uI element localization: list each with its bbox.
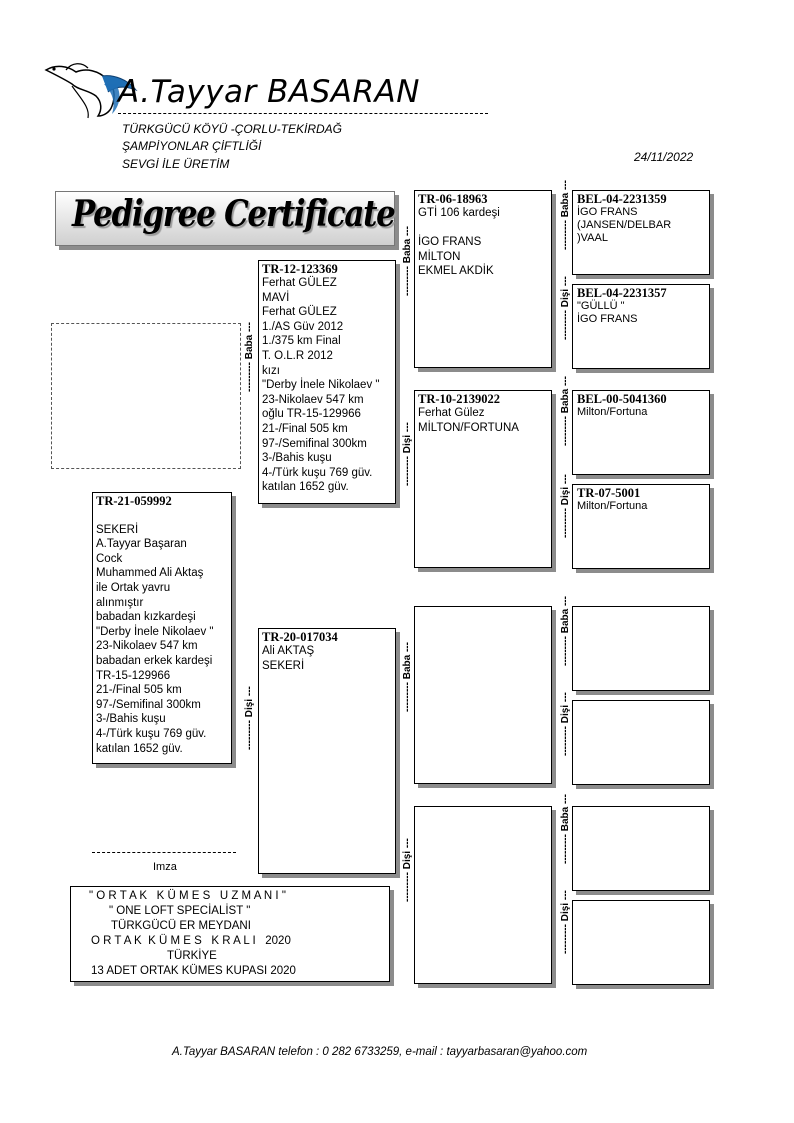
dam-label: --------- Dişi --- xyxy=(402,422,413,486)
grandparent-box-2 xyxy=(414,390,552,568)
signature-line xyxy=(92,852,236,853)
pedigree-line: kızı xyxy=(262,364,280,377)
pedigree-line: babadan erkek kardeşi xyxy=(96,654,213,667)
pedigree-line: 97-/Semifinal 300km xyxy=(96,698,201,711)
specialist-line-3: TÜRKGÜCÜ ER MEYDANI xyxy=(111,920,251,932)
sire-label: --------- Baba --- xyxy=(560,596,571,666)
sire-ring-id: TR-12-123369 xyxy=(262,262,338,276)
dam-label: --------- Dişi --- xyxy=(560,890,571,954)
ring-id: TR-07-5001 xyxy=(577,486,641,500)
pedigree-line: Ferhat Gülez xyxy=(418,407,485,419)
certificate-date: 24/11/2022 xyxy=(634,150,694,164)
breeder-title: A.Tayyar BASARAN xyxy=(118,74,420,110)
subject-ring-id: TR-21-059992 xyxy=(96,494,172,508)
pedigree-line: 4-/Türk kuşu 769 güv. xyxy=(262,466,373,479)
grandparent-box-1 xyxy=(414,190,552,368)
pedigree-line: 97-/Semifinal 300km xyxy=(262,437,367,450)
photo-placeholder xyxy=(51,323,241,469)
pedigree-line: (JANSEN/DELBAR xyxy=(577,219,672,231)
pedigree-line: oğlu TR-15-129966 xyxy=(262,408,361,421)
banner-title: Pedigree Certificate xyxy=(72,193,395,235)
pedigree-line: Ali AKTAŞ xyxy=(262,645,315,657)
dam-label: --------- Dişi --- xyxy=(244,686,255,750)
specialist-line-6: 13 ADET ORTAK KÜMES KUPASI 2020 xyxy=(91,965,296,977)
pedigree-line: Milton/Fortuna xyxy=(577,500,648,512)
great-grandparent-box-7 xyxy=(572,806,710,891)
pedigree-line: İGO FRANS xyxy=(577,313,638,325)
sire-label: --------- Baba --- xyxy=(402,642,413,712)
specialist-line-2: " ONE LOFT SPECİALİST " xyxy=(109,905,251,917)
ring-id: BEL-00-5041360 xyxy=(577,392,667,406)
pedigree-line: 21-/Final 505 km xyxy=(262,422,348,435)
pedigree-line xyxy=(96,508,228,523)
sire-label: --------- Baba --- xyxy=(402,226,413,296)
great-grandparent-box-3 xyxy=(572,390,710,475)
great-grandparent-box-1 xyxy=(572,190,710,275)
pedigree-line: 1./375 km Final xyxy=(262,335,341,348)
pedigree-line: ile Ortak yavru xyxy=(96,581,171,594)
specialist-line-5: TÜRKİYE xyxy=(167,950,217,962)
pedigree-line: 3-/Bahis kuşu xyxy=(262,452,332,465)
pedigree-line: babadan kızkardeşi xyxy=(96,611,196,624)
pedigree-line: "GÜLLÜ " xyxy=(577,300,625,312)
sire-label: --------- Baba --- xyxy=(560,794,571,864)
pedigree-line: İGO FRANS xyxy=(418,236,482,249)
pedigree-line xyxy=(418,221,548,236)
sire-label: --------- Baba --- xyxy=(244,322,255,392)
pedigree-line: MAVİ xyxy=(262,291,290,304)
sire-label: --------- Baba --- xyxy=(560,180,571,250)
specialist-line-4: O R T A K K Ü M E S K R A L I 2020 xyxy=(91,935,291,947)
pedigree-line: SEKERİ xyxy=(96,523,139,536)
pedigree-line: 21-/Final 505 km xyxy=(96,684,182,697)
pedigree-line: A.Tayyar Başaran xyxy=(96,538,187,551)
pedigree-line: İGO FRANS xyxy=(577,206,638,218)
pedigree-line: alınmıştır xyxy=(96,596,144,609)
pedigree-line: SEKERİ xyxy=(262,659,305,672)
ring-id: BEL-04-2231359 xyxy=(577,192,667,206)
ring-id: BEL-04-2231357 xyxy=(577,286,667,300)
footer-contact: A.Tayyar BASARAN telefon : 0 282 6733259, e-mail : tayyarbasaran@yahoo.com xyxy=(172,1046,588,1058)
grandparent-box-3 xyxy=(414,606,552,784)
pedigree-line: 4-/Türk kuşu 769 güv. xyxy=(96,727,207,740)
header-address: TÜRKGÜCÜ KÖYÜ -ÇORLU-TEKİRDAĞ xyxy=(122,122,343,136)
pedigree-line: EKMEL AKDİK xyxy=(418,265,494,278)
dam-box xyxy=(258,628,396,874)
dam-label: --------- Dişi --- xyxy=(560,474,571,538)
specialist-box xyxy=(70,886,390,982)
pedigree-line: Ferhat GÜLEZ xyxy=(262,306,337,319)
pedigree-banner xyxy=(55,191,395,246)
signature-label: Imza xyxy=(153,861,177,873)
sire-label: --------- Baba --- xyxy=(560,376,571,446)
pedigree-line: MİLTON xyxy=(418,250,461,263)
pedigree-line: MİLTON/FORTUNA xyxy=(418,421,519,434)
dam-label: --------- Dişi --- xyxy=(560,692,571,756)
pedigree-line: 23-Nikolaev 547 km xyxy=(262,393,364,406)
pedigree-line: )VAAL xyxy=(577,232,608,244)
pedigree-line: 1./AS Güv 2012 xyxy=(262,320,344,333)
pedigree-line: 3-/Bahis kuşu xyxy=(96,713,166,726)
specialist-line-1: " O R T A K K Ü M E S U Z M A N I " xyxy=(89,890,286,902)
great-grandparent-box-4 xyxy=(572,484,710,569)
pedigree-line: "Derby İnele Nikolaev " xyxy=(96,625,214,638)
pedigree-line: GTİ 106 kardeşi xyxy=(418,207,500,219)
title-underline xyxy=(118,113,488,114)
pedigree-line: katılan 1652 güv. xyxy=(262,481,349,494)
grandparent-box-4 xyxy=(414,806,552,984)
header-motto: SEVGİ İLE ÜRETİM xyxy=(122,157,230,171)
pedigree-line: Milton/Fortuna xyxy=(577,406,648,418)
subject-pigeon-box xyxy=(92,492,232,764)
dam-label: --------- Dişi --- xyxy=(560,276,571,340)
great-grandparent-box-6 xyxy=(572,700,710,785)
ring-id: TR-10-2139022 xyxy=(418,392,500,406)
pedigree-line: T. O.L.R 2012 xyxy=(262,349,333,362)
pedigree-line: 23-Nikolaev 547 km xyxy=(96,640,198,653)
pedigree-line: katılan 1652 güv. xyxy=(96,742,183,755)
dam-label: --------- Dişi --- xyxy=(402,838,413,902)
pedigree-line: "Derby İnele Nikolaev " xyxy=(262,379,380,392)
ring-id: TR-06-18963 xyxy=(418,192,488,206)
pedigree-line: Muhammed Ali Aktaş xyxy=(96,567,204,580)
pedigree-line: TR-15-129966 xyxy=(96,669,171,682)
great-grandparent-box-5 xyxy=(572,606,710,691)
great-grandparent-box-8 xyxy=(572,900,710,985)
sire-box xyxy=(258,260,396,504)
pedigree-line: Cock xyxy=(96,552,123,565)
pedigree-line: Ferhat GÜLEZ xyxy=(262,277,337,289)
header-farm: ŞAMPİYONLAR ÇİFTLİĞİ xyxy=(122,139,262,153)
dam-ring-id: TR-20-017034 xyxy=(262,630,338,644)
great-grandparent-box-2 xyxy=(572,284,710,369)
